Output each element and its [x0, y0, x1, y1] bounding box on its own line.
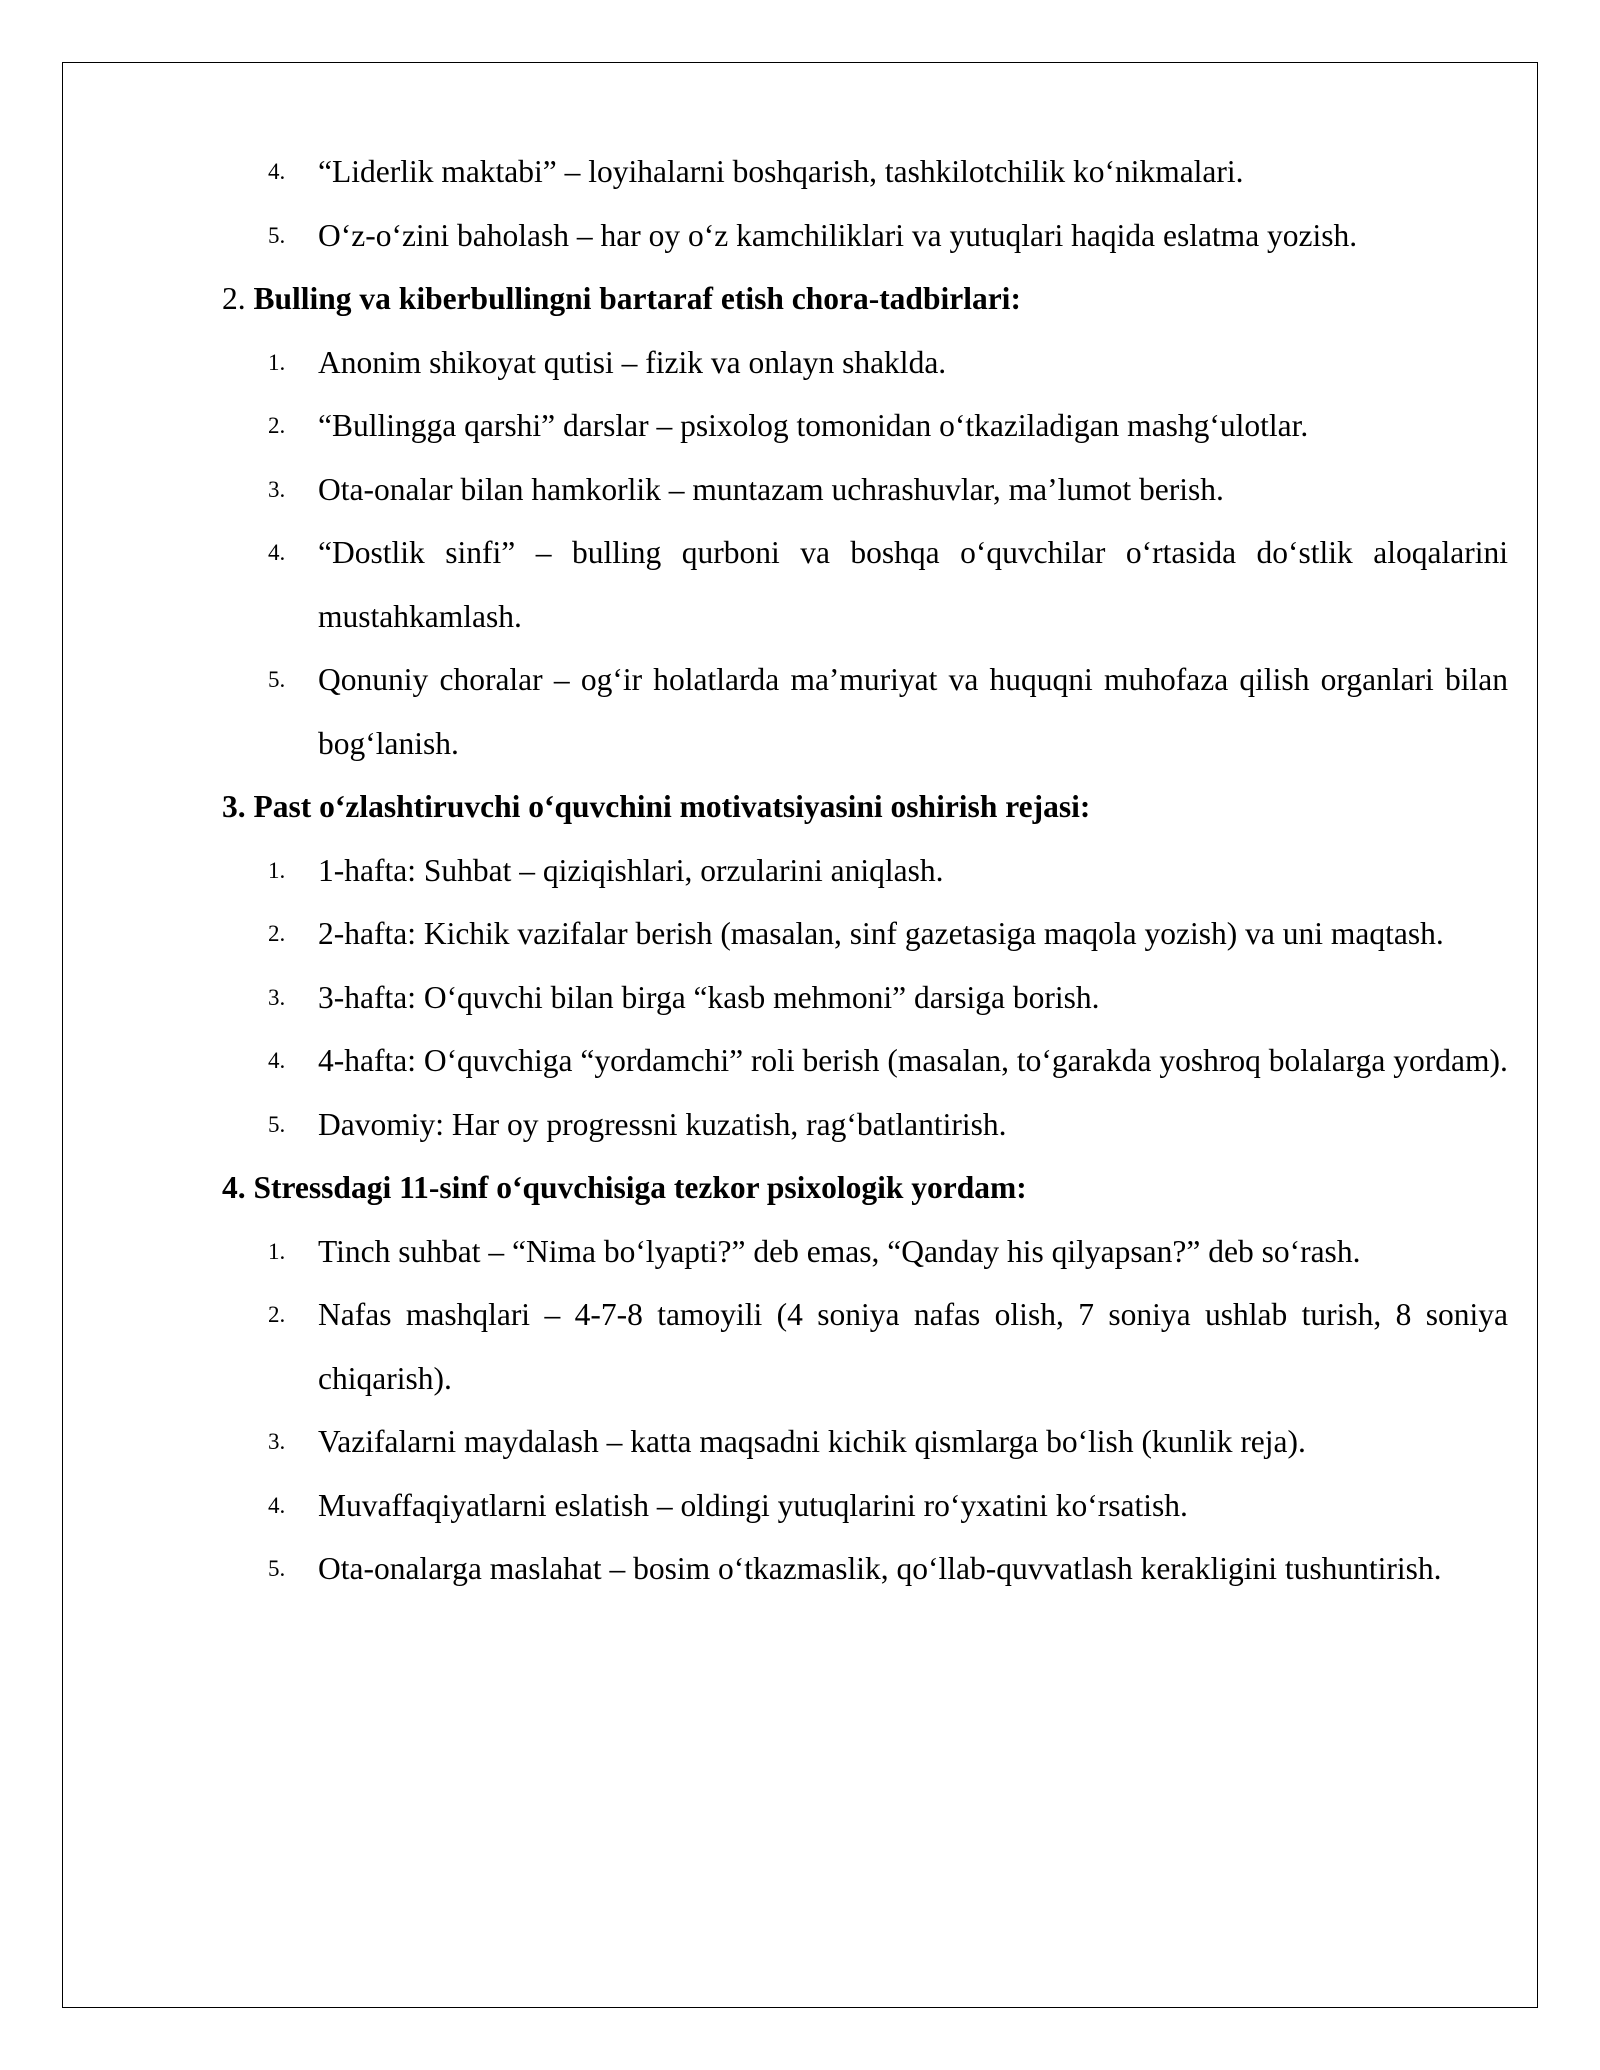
list-item-number: 4. — [268, 159, 286, 184]
list-item — [0, 648, 1600, 775]
list-item-text: 1-hafta: Suhbat – qiziqishlari, orzularini aniqlash. — [318, 852, 944, 888]
list-item-number: 5. — [268, 667, 286, 692]
list-item — [0, 1410, 1600, 1474]
list-item-text: Nafas mashqlari – 4-7-8 tamoyili (4 soniya nafas olish, 7 soniya ushlab turish, 8 soniya chiqarish). — [318, 1297, 1508, 1396]
list-item — [0, 902, 1600, 966]
list-item-number: 1. — [268, 857, 286, 883]
list-item-number: 4. — [268, 1492, 286, 1518]
list-item-text: Vazifalarni maydalash – katta maqsadni kichik qismlarga bo‘lish (kunlik reja). — [318, 1424, 1306, 1459]
list-item-text: 3-hafta: O‘quvchi bilan birga “kasb mehmoni” darsiga borish. — [318, 979, 1100, 1015]
list-item — [0, 140, 1600, 204]
section-heading — [0, 1156, 1600, 1220]
list-item — [0, 839, 1600, 903]
list-item-number: 2. — [268, 1302, 286, 1327]
list-item-number: 5. — [268, 222, 286, 248]
list-item-text: Qonuniy choralar – og‘ir holatlarda ma’muriyat va huquqni muhofaza qilish organlari bilan bog‘lanish. — [318, 662, 1508, 761]
section-title: Stressdagi 11-sinf o‘quvchisiga tezkor psixologik yordam: — [253, 1170, 1027, 1205]
section-heading — [0, 267, 1600, 331]
list-item — [0, 1537, 1600, 1601]
list-item-text: Anonim shikoyat qutisi – fizik va onlayn shaklda. — [318, 344, 947, 380]
list-item — [0, 1220, 1600, 1284]
list-item — [0, 521, 1600, 648]
section-title: Past o‘zlashtiruvchi o‘quvchini motivatsiyasini oshirish rejasi: — [253, 789, 1091, 824]
section-number: 3. — [222, 789, 246, 824]
list-item — [0, 1474, 1600, 1538]
section-number: 2. — [222, 281, 246, 316]
list-item-text: Tinch suhbat – “Nima bo‘lyapti?” deb emas, “Qanday his qilyapsan?” deb so‘rash. — [318, 1233, 1361, 1269]
section-heading — [0, 775, 1600, 839]
list-item — [0, 458, 1600, 522]
list-item-number: 1. — [268, 349, 286, 375]
list-item-text: O‘z-o‘zini baholash – har oy o‘z kamchiliklari va yutuqlari haqida eslatma yozish. — [318, 217, 1358, 253]
list-item — [0, 966, 1600, 1030]
list-item-number: 3. — [268, 1429, 286, 1454]
list-item — [0, 1029, 1600, 1093]
list-item-number: 4. — [268, 540, 286, 565]
list-item-text: “Liderlik maktabi” – loyihalarni boshqarish, tashkilotchilik ko‘nikmalari. — [318, 154, 1244, 189]
list-item-number: 2. — [268, 413, 286, 438]
list-item-text: Davomiy: Har oy progressni kuzatish, rag‘batlantirish. — [318, 1106, 1007, 1142]
list-item-number: 2. — [268, 921, 286, 946]
list-item — [0, 1093, 1600, 1157]
list-item-text: 2-hafta: Kichik vazifalar berish (masalan, sinf gazetasiga maqola yozish) va uni maqtash. — [318, 916, 1444, 951]
list-item — [0, 204, 1600, 268]
list-item-number: 3. — [268, 476, 286, 502]
list-item-number: 3. — [268, 984, 286, 1010]
list-item — [0, 1283, 1600, 1410]
list-item-text: Ota-onalarga maslahat – bosim o‘tkazmaslik, qo‘llab-quvvatlash kerakligini tushuntirish. — [318, 1551, 1442, 1586]
list-item-text: “Bullingga qarshi” darslar – psixolog tomonidan o‘tkaziladigan mashg‘ulotlar. — [318, 408, 1309, 443]
list-item-number: 5. — [268, 1556, 286, 1581]
list-item-text: Muvaffaqiyatlarni eslatish – oldingi yutuqlarini ro‘yxatini ko‘rsatish. — [318, 1487, 1188, 1523]
section-title: Bulling va kiberbullingni bartaraf etish chora-tadbirlari: — [253, 281, 1021, 316]
list-item-number: 4. — [268, 1048, 286, 1073]
list-item — [0, 331, 1600, 395]
list-item — [0, 394, 1600, 458]
section-number: 4. — [222, 1170, 246, 1205]
list-item-text: “Dostlik sinfi” – bulling qurboni va boshqa o‘quvchilar o‘rtasida do‘stlik aloqalarini mustahkamlash. — [318, 535, 1508, 634]
list-item-text: Ota-onalar bilan hamkorlik – muntazam uchrashuvlar, ma’lumot berish. — [318, 471, 1224, 507]
list-item-text: 4-hafta: O‘quvchiga “yordamchi” roli berish (masalan, to‘garakda yoshroq bolalarga yordam). — [318, 1043, 1508, 1078]
list-item-number: 5. — [268, 1111, 286, 1137]
list-item-number: 1. — [268, 1238, 286, 1264]
document-body — [0, 140, 1600, 1601]
